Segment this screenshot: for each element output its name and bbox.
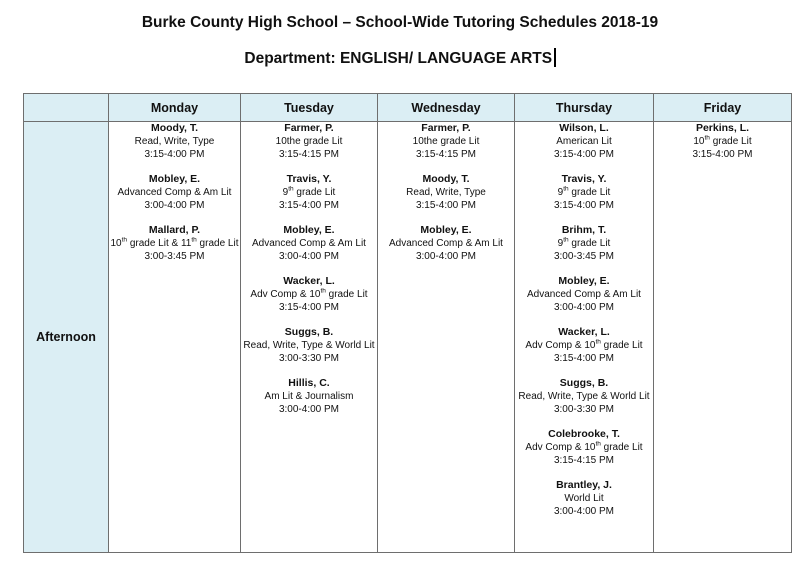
course-text: grade Lit [600,442,643,453]
tutor-entry [378,173,514,212]
session-time: 3:15-4:15 PM [415,149,477,160]
tutor-entry [515,173,653,212]
course-name [378,237,514,250]
session-time: 3:00-3:30 PM [278,353,340,364]
corner-cell [24,94,109,122]
course-name [515,492,653,505]
tutor-name: Brihm, T. [561,224,607,236]
tutor-entry [515,377,653,416]
tutor-name: Travis, Y. [561,173,607,185]
session-time: 3:00-3:30 PM [553,404,615,415]
day-cell-thursday [515,122,654,553]
course-name [515,339,653,352]
course-text: Advanced Comp & Am Lit [252,238,366,249]
document-title: Burke County High School – School-Wide Tutoring Schedules 2018-19 [141,14,659,31]
day-cell-friday [654,122,792,553]
tutor-entry [241,326,377,365]
course-name [241,288,377,301]
ordinal-suffix: th [121,236,128,244]
tutor-entry [241,122,377,161]
tutor-entry [241,173,377,212]
course-name [241,390,377,403]
tutor-entry [109,122,240,161]
ordinal-suffix: th [595,440,601,448]
course-text: 9 [282,187,289,198]
session-time: 3:15-4:00 PM [553,200,615,211]
course-text: Adv Comp & 10 [525,340,596,351]
tutor-entry [515,224,653,263]
session-time: 3:15-4:15 PM [553,455,615,466]
ordinal-suffix: th [288,185,294,193]
tutor-entry [515,428,653,467]
session-time: 3:00-4:00 PM [553,506,615,517]
ordinal-suffix: th [320,287,326,295]
department-heading [0,48,800,68]
course-text: grade Lit [568,187,611,198]
course-name [378,186,514,199]
day-header-tuesday: Tuesday [241,94,378,122]
course-text: Adv Comp & 10 [250,289,321,300]
header-row [24,94,792,122]
course-name [109,135,240,148]
text-cursor [554,48,556,67]
course-text: World Lit [564,493,604,504]
tutor-entry [378,224,514,263]
row-label-afternoon: Afternoon [24,122,109,553]
course-name [378,135,514,148]
ordinal-suffix: th [595,338,601,346]
tutor-name: Wilson, L. [559,122,609,134]
department-label: Department: ENGLISH/ LANGUAGE ARTS [244,50,553,67]
session-time: 3:00-4:00 PM [144,200,205,211]
ordinal-suffix: th [704,134,710,142]
course-text: grade Lit [568,238,611,249]
tutor-entry [109,224,240,263]
tutor-name: Hillis, C. [288,377,330,389]
day-cell-tuesday [241,122,378,553]
course-text: grade Lit & 11 [127,238,192,249]
day-header-friday: Friday [654,94,792,122]
course-name [654,135,791,148]
course-text: grade Lit [293,187,336,198]
tutor-entry [515,122,653,161]
tutor-name: Mobley, E. [283,224,335,236]
tutor-name: Farmer, P. [421,122,471,134]
tutor-name: Wacker, L. [558,326,610,338]
tutor-entry [515,275,653,314]
tutor-entry [241,377,377,416]
day-cell-monday [109,122,241,553]
session-time: 3:00-3:45 PM [144,251,205,262]
course-text: 9 [557,187,564,198]
tutor-name: Suggs, B. [559,377,609,389]
day-cell-wednesday [378,122,515,553]
course-name [241,135,377,148]
tutor-entry [241,224,377,263]
course-name [515,390,653,403]
tutor-entry [515,326,653,365]
course-text: Adv Comp & 10 [525,442,596,453]
course-name [515,441,653,454]
tutor-name: Moody, T. [422,173,470,185]
course-name [109,237,240,250]
tutor-name: Wacker, L. [283,275,335,287]
course-name [515,237,653,250]
course-text: Read, Write, Type & World Lit [243,340,375,351]
tutor-name: Farmer, P. [284,122,334,134]
course-name [515,135,653,148]
course-text: Read, Write, Type [134,136,215,147]
tutor-entry [515,479,653,518]
session-time: 3:15-4:00 PM [415,200,477,211]
course-text: 9 [557,238,564,249]
session-time: 3:00-3:45 PM [553,251,615,262]
session-time: 3:15-4:15 PM [278,149,340,160]
tutor-name: Mallard, P. [148,224,201,236]
tutor-name: Moody, T. [150,122,199,134]
tutor-entry [378,122,514,161]
tutor-name: Perkins, L. [695,122,750,134]
course-text: Read, Write, Type [406,187,486,198]
session-time: 3:15-4:00 PM [144,149,205,160]
course-text: 10the grade Lit [412,136,480,147]
course-text: 10the grade Lit [275,136,343,147]
course-name [515,186,653,199]
afternoon-row [24,122,792,553]
session-time: 3:00-4:00 PM [278,251,340,262]
course-name [241,237,377,250]
course-text: Am Lit & Journalism [264,391,354,402]
tutor-name: Mobley, E. [420,224,472,236]
tutor-entry [654,122,791,161]
session-time: 3:00-4:00 PM [278,404,340,415]
session-time: 3:15-4:00 PM [278,302,340,313]
course-name [515,288,653,301]
tutor-name: Travis, Y. [286,173,332,185]
tutor-entry [241,275,377,314]
course-text: 10 [110,238,122,249]
tutor-name: Colebrooke, T. [548,428,620,440]
course-text: grade Lit [709,136,752,147]
ordinal-suffix: th [563,236,569,244]
tutoring-schedule-table [23,93,792,553]
day-header-monday: Monday [109,94,241,122]
course-text: Advanced Comp & Am Lit [389,238,503,249]
tutor-entry [109,173,240,212]
course-text: Advanced Comp & Am Lit [117,187,232,198]
tutor-name: Suggs, B. [284,326,334,338]
tutor-name: Brantley, J. [556,479,612,491]
ordinal-suffix: th [191,236,197,244]
day-header-thursday: Thursday [515,94,654,122]
course-text: grade Lit [196,238,239,249]
session-time: 3:15-4:00 PM [553,353,615,364]
course-text: Advanced Comp & Am Lit [527,289,641,300]
course-text: 10 [693,136,705,147]
session-time: 3:00-4:00 PM [415,251,477,262]
tutor-name: Mobley, E. [558,275,610,287]
day-header-wednesday: Wednesday [378,94,515,122]
course-text: grade Lit [600,340,643,351]
session-time: 3:00-4:00 PM [553,302,615,313]
course-name [241,186,377,199]
session-time: 3:15-4:00 PM [553,149,615,160]
course-name [109,186,240,199]
course-text: grade Lit [325,289,368,300]
ordinal-suffix: th [563,185,569,193]
tutor-name: Mobley, E. [148,173,201,185]
course-text: Read, Write, Type & World Lit [518,391,650,402]
course-text: American Lit [556,136,612,147]
session-time: 3:15-4:00 PM [692,149,753,160]
course-name [241,339,377,352]
session-time: 3:15-4:00 PM [278,200,340,211]
